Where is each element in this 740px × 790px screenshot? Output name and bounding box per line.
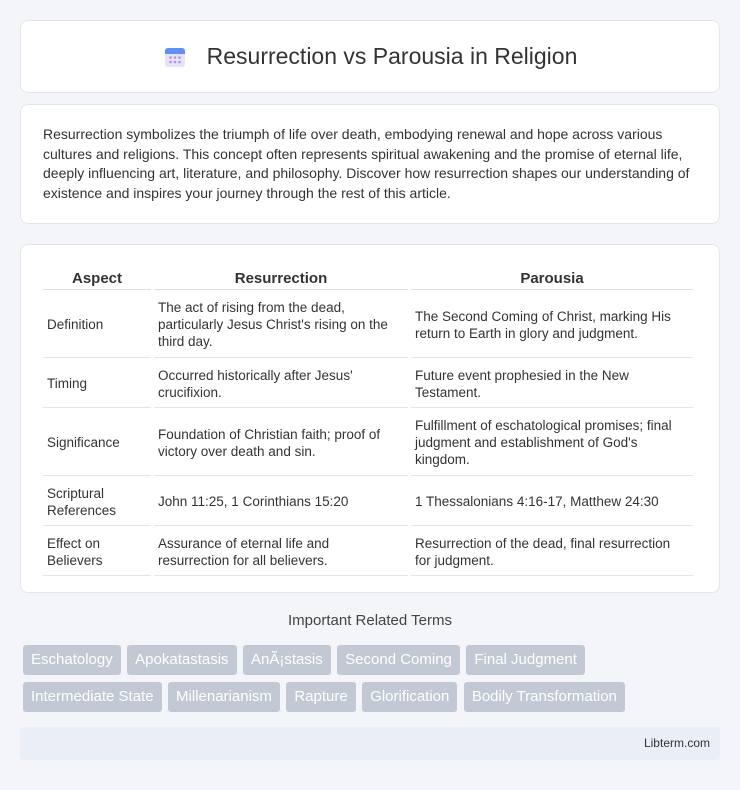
row-parousia: The Second Coming of Christ, marking His return to Earth in glory and judgment. bbox=[411, 292, 693, 358]
table-row bbox=[43, 410, 693, 476]
row-aspect: Timing bbox=[43, 360, 151, 408]
row-aspect: Effect on Believers bbox=[43, 528, 151, 576]
term-tag[interactable]: Rapture bbox=[286, 682, 355, 712]
header-card bbox=[20, 20, 720, 93]
related-terms-title: Important Related Terms bbox=[288, 612, 452, 629]
term-tag[interactable]: Final Judgment bbox=[466, 645, 585, 675]
row-parousia: Future event prophesied in the New Testament. bbox=[411, 360, 693, 408]
related-terms-list bbox=[23, 645, 723, 719]
row-parousia: Fulfillment of eschatological promises; final judgment and establishment of God's kingdom. bbox=[411, 410, 693, 476]
row-resurrection: The act of rising from the dead, particularly Jesus Christ's rising on the third day. bbox=[154, 292, 408, 358]
row-resurrection: Assurance of eternal life and resurrection for all believers. bbox=[154, 528, 408, 576]
row-resurrection: John 11:25, 1 Corinthians 15:20 bbox=[154, 478, 408, 526]
footer-site-link[interactable]: Libterm.com bbox=[643, 736, 710, 750]
page-title: Resurrection vs Parousia in Religion bbox=[206, 43, 578, 69]
term-tag[interactable]: Bodily Transformation bbox=[464, 682, 625, 712]
comparison-card bbox=[20, 244, 720, 593]
row-resurrection: Foundation of Christian faith; proof of victory over death and sin. bbox=[154, 410, 408, 476]
calendar-icon bbox=[163, 45, 187, 69]
row-resurrection: Occurred historically after Jesus' crucifixion. bbox=[154, 360, 408, 408]
header-parousia: Parousia bbox=[411, 267, 693, 290]
term-tag[interactable]: Second Coming bbox=[337, 645, 460, 675]
table-row bbox=[43, 360, 693, 408]
row-aspect: Significance bbox=[43, 410, 151, 476]
intro-text: Resurrection symbolizes the triumph of life over death, embodying renewal and hope across various cultures and religions. This concept often represents spiritual awakening and the promise of eternal life, deeply influencing art, literature, and philosophy. Discover how resurrection shapes our understanding of existence and inspires your journey through the rest of this article. bbox=[43, 126, 690, 201]
table-row bbox=[43, 478, 693, 526]
header-resurrection: Resurrection bbox=[154, 267, 408, 290]
row-aspect: Scriptural References bbox=[43, 478, 151, 526]
term-tag[interactable]: Millenarianism bbox=[168, 682, 280, 712]
term-tag[interactable]: AnÃ¡stasis bbox=[243, 645, 331, 675]
row-parousia: Resurrection of the dead, final resurrection for judgment. bbox=[411, 528, 693, 576]
intro-card bbox=[20, 104, 720, 224]
table-row bbox=[43, 292, 693, 358]
term-tag[interactable]: Glorification bbox=[362, 682, 457, 712]
row-parousia: 1 Thessalonians 4:16-17, Matthew 24:30 bbox=[411, 478, 693, 526]
row-aspect: Definition bbox=[43, 292, 151, 358]
footer bbox=[20, 727, 720, 760]
term-tag[interactable]: Intermediate State bbox=[23, 682, 162, 712]
header-aspect: Aspect bbox=[43, 267, 151, 290]
table-row bbox=[43, 528, 693, 576]
comparison-table bbox=[40, 265, 696, 578]
table-header-row bbox=[43, 267, 693, 290]
term-tag[interactable]: Eschatology bbox=[23, 645, 121, 675]
term-tag[interactable]: Apokatastasis bbox=[127, 645, 236, 675]
